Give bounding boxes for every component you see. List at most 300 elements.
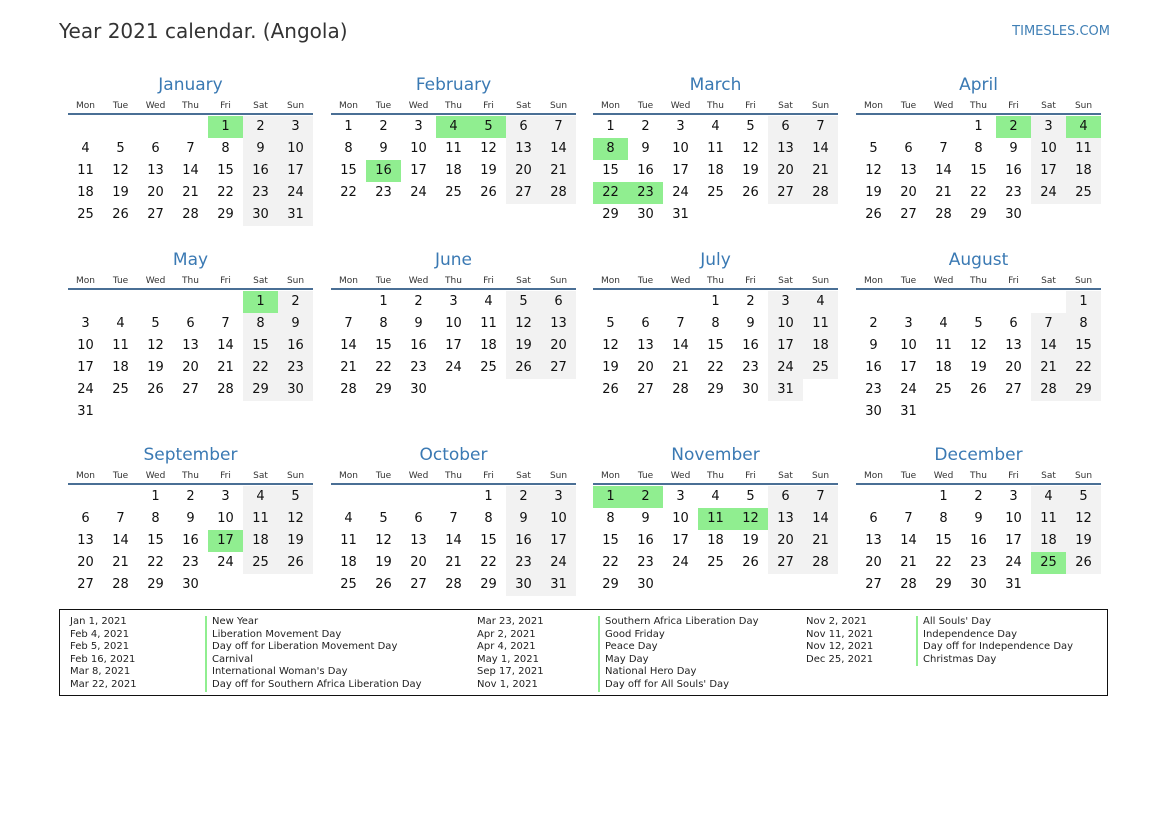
weekday-label: Tue	[637, 276, 654, 286]
weekday-label: Sat	[253, 276, 268, 286]
day-cell: 18	[340, 555, 357, 570]
empty-cell	[103, 486, 138, 508]
day-grid	[856, 486, 1101, 596]
day-cell: 22	[1066, 357, 1101, 379]
month-january	[68, 74, 313, 226]
weekday-label: Sat	[253, 101, 268, 111]
day-cell: 18	[445, 163, 462, 178]
day-cell: 7	[344, 316, 353, 331]
weekday-label: Tue	[637, 471, 654, 481]
day-cell: 27	[900, 207, 917, 222]
day-cell: 20	[768, 160, 803, 182]
day-cell: 13	[768, 138, 803, 160]
day-cell: 1	[1066, 291, 1101, 313]
day-cell: 17	[77, 360, 94, 375]
day-cell: 28	[672, 382, 689, 397]
day-cell: 9	[869, 338, 878, 353]
weekday-label: Thu	[707, 276, 724, 286]
day-cell: 5	[746, 489, 755, 504]
day-cell: 24	[217, 555, 234, 570]
weekday-label: Fri	[745, 276, 756, 286]
day-cell: 16	[637, 163, 654, 178]
month-name: January	[158, 75, 223, 95]
day-cell: 13	[637, 338, 654, 353]
day-grid	[856, 116, 1101, 226]
legend-holiday-name: Southern Africa Liberation Day	[598, 616, 759, 629]
empty-cell	[996, 401, 1031, 423]
empty-cell	[663, 291, 698, 313]
day-cell: 8	[711, 316, 720, 331]
day-cell: 17	[541, 530, 576, 552]
weekday-label: Mon	[864, 276, 883, 286]
day-cell: 10	[278, 138, 313, 160]
day-cell: 6	[186, 316, 195, 331]
day-cell: 24	[900, 382, 917, 397]
empty-cell	[628, 291, 663, 313]
empty-cell	[541, 379, 576, 401]
day-cell: 24	[1005, 555, 1022, 570]
legend-holiday-name: Day off for Liberation Movement Day	[205, 641, 422, 654]
weekday-label: Tue	[900, 101, 917, 111]
day-cell: 13	[900, 163, 917, 178]
day-cell: 5	[1066, 486, 1101, 508]
day-cell: 20	[541, 335, 576, 357]
month-february	[331, 74, 576, 204]
day-cell: 27	[147, 207, 164, 222]
day-cell: 20	[77, 555, 94, 570]
weekday-label: Fri	[745, 471, 756, 481]
month-name: October	[419, 445, 488, 465]
empty-cell	[471, 379, 506, 401]
empty-cell	[278, 401, 313, 423]
day-cell: 1	[711, 294, 720, 309]
day-cell: 30	[865, 404, 882, 419]
legend-holiday-name: Liberation Movement Day	[205, 629, 422, 642]
day-cell: 22	[970, 185, 987, 200]
day-cell: 22	[593, 182, 628, 204]
day-cell: 16	[865, 360, 882, 375]
day-cell: 21	[340, 360, 357, 375]
weekday-label: Sun	[286, 101, 305, 111]
empty-cell	[68, 116, 103, 138]
day-cell: 20	[147, 185, 164, 200]
month-name: December	[934, 445, 1023, 465]
day-cell: 27	[637, 382, 654, 397]
day-cell: 17	[445, 338, 462, 353]
day-cell: 18	[480, 338, 497, 353]
day-cell: 6	[151, 141, 160, 156]
day-cell: 1	[484, 489, 493, 504]
day-cell: 10	[410, 141, 427, 156]
legend-names-column	[205, 616, 422, 692]
empty-cell	[331, 486, 366, 508]
weekday-label: Sun	[549, 101, 568, 111]
day-cell: 8	[221, 141, 230, 156]
legend-holiday-name: Carnival	[205, 654, 422, 667]
legend-date: May 1, 2021	[477, 653, 540, 665]
empty-cell	[768, 204, 803, 226]
weekday-label: Fri	[483, 101, 494, 111]
month-divider	[68, 483, 313, 485]
day-cell: 17	[672, 163, 689, 178]
weekday-label: Thu	[445, 471, 462, 481]
day-cell: 16	[1005, 163, 1022, 178]
day-cell: 16	[366, 160, 401, 182]
day-cell: 29	[217, 207, 234, 222]
day-grid	[331, 486, 576, 596]
weekday-label: Thu	[707, 101, 724, 111]
day-cell: 15	[602, 533, 619, 548]
empty-cell	[366, 486, 401, 508]
weekday-label: Tue	[112, 101, 129, 111]
day-cell: 13	[77, 533, 94, 548]
day-cell: 16	[506, 530, 541, 552]
weekday-label: Mon	[76, 276, 95, 286]
day-cell: 19	[865, 185, 882, 200]
day-cell: 17	[278, 160, 313, 182]
day-cell: 28	[217, 382, 234, 397]
legend-date: Mar 23, 2021	[477, 616, 544, 627]
weekday-header	[331, 274, 576, 288]
legend-holiday-name: International Woman's Day	[205, 666, 422, 679]
day-cell: 3	[81, 316, 90, 331]
day-cell: 4	[116, 316, 125, 331]
empty-cell	[663, 574, 698, 596]
day-cell: 3	[768, 291, 803, 313]
day-cell: 6	[904, 141, 913, 156]
day-cell: 8	[484, 511, 493, 526]
day-cell: 16	[970, 533, 987, 548]
day-cell: 15	[375, 338, 392, 353]
weekday-label: Mon	[601, 276, 620, 286]
legend-date: Mar 22, 2021	[70, 678, 137, 690]
day-cell: 6	[1009, 316, 1018, 331]
day-cell: 1	[344, 119, 353, 134]
day-cell: 8	[593, 138, 628, 160]
day-cell: 5	[869, 141, 878, 156]
month-november	[593, 444, 838, 596]
day-cell: 26	[112, 207, 129, 222]
day-cell: 18	[1066, 160, 1101, 182]
day-cell: 28	[935, 207, 952, 222]
day-cell: 31	[1005, 577, 1022, 592]
legend-date: Apr 4, 2021	[477, 641, 536, 653]
day-cell: 9	[1009, 141, 1018, 156]
day-grid	[68, 291, 313, 423]
day-cell: 4	[243, 486, 278, 508]
day-cell: 2	[628, 486, 663, 508]
legend-dates-column	[70, 616, 137, 692]
weekday-label: Tue	[900, 276, 917, 286]
legend-dates-column	[477, 616, 544, 692]
day-cell: 7	[904, 511, 913, 526]
empty-cell	[768, 574, 803, 596]
day-cell: 21	[935, 185, 952, 200]
day-cell: 14	[900, 533, 917, 548]
day-cell: 11	[77, 163, 94, 178]
day-cell: 4	[344, 511, 353, 526]
day-cell: 28	[803, 182, 838, 204]
weekday-header	[331, 99, 576, 113]
legend-date: Feb 5, 2021	[70, 641, 130, 653]
day-cell: 10	[672, 141, 689, 156]
empty-cell	[1066, 401, 1101, 423]
empty-cell	[891, 116, 926, 138]
day-cell: 29	[935, 577, 952, 592]
empty-cell	[961, 291, 996, 313]
weekday-label: Sun	[811, 471, 830, 481]
weekday-header	[68, 469, 313, 483]
day-cell: 11	[243, 508, 278, 530]
day-cell: 2	[414, 294, 423, 309]
month-name: August	[948, 250, 1009, 270]
empty-cell	[208, 291, 243, 313]
day-cell: 7	[1031, 313, 1066, 335]
day-cell: 12	[375, 533, 392, 548]
day-cell: 1	[606, 119, 615, 134]
legend-holiday-name: May Day	[598, 654, 759, 667]
empty-cell	[1031, 574, 1066, 596]
month-name: May	[172, 250, 209, 270]
month-december	[856, 444, 1101, 596]
day-cell: 12	[602, 338, 619, 353]
day-cell: 14	[935, 163, 952, 178]
weekday-label: Mon	[864, 101, 883, 111]
day-cell: 29	[707, 382, 724, 397]
day-cell: 4	[1031, 486, 1066, 508]
empty-cell	[173, 401, 208, 423]
day-cell: 8	[243, 313, 278, 335]
empty-cell	[698, 204, 733, 226]
legend-dates-column	[806, 616, 873, 666]
day-cell: 31	[672, 207, 689, 222]
day-cell: 10	[1031, 138, 1066, 160]
day-cell: 10	[1005, 511, 1022, 526]
weekday-label: Sat	[1041, 276, 1056, 286]
day-grid	[593, 116, 838, 226]
legend-holiday-name: All Souls' Day	[916, 616, 1073, 629]
day-cell: 1	[208, 116, 243, 138]
day-cell: 9	[379, 141, 388, 156]
day-cell: 18	[707, 163, 724, 178]
site-link[interactable]: TIMESLES.COM	[1012, 24, 1110, 39]
day-cell: 5	[746, 119, 755, 134]
legend-names-column	[598, 616, 759, 692]
day-cell: 11	[707, 141, 724, 156]
day-cell: 23	[1005, 185, 1022, 200]
weekday-label: Wed	[408, 471, 429, 481]
weekday-label: Fri	[220, 276, 231, 286]
day-cell: 15	[970, 163, 987, 178]
day-cell: 23	[637, 555, 654, 570]
weekday-label: Fri	[220, 101, 231, 111]
day-cell: 22	[935, 555, 952, 570]
weekday-label: Wed	[933, 101, 954, 111]
day-cell: 27	[77, 577, 94, 592]
day-cell: 19	[480, 163, 497, 178]
day-cell: 9	[641, 141, 650, 156]
weekday-label: Sat	[516, 101, 531, 111]
weekday-label: Fri	[483, 276, 494, 286]
day-grid	[68, 486, 313, 596]
weekday-label: Fri	[1008, 101, 1019, 111]
day-cell: 13	[147, 163, 164, 178]
day-cell: 3	[1009, 489, 1018, 504]
day-cell: 2	[278, 291, 313, 313]
day-grid	[856, 291, 1101, 423]
weekday-label: Sun	[549, 276, 568, 286]
day-cell: 17	[1031, 160, 1066, 182]
legend-date: Nov 1, 2021	[477, 678, 538, 690]
day-cell: 4	[1066, 116, 1101, 138]
day-cell: 28	[182, 207, 199, 222]
day-cell: 5	[471, 116, 506, 138]
day-cell: 13	[541, 313, 576, 335]
weekday-label: Wed	[670, 471, 691, 481]
day-cell: 29	[970, 207, 987, 222]
day-cell: 3	[904, 316, 913, 331]
legend-holiday-name: Day off for Independence Day	[916, 641, 1073, 654]
day-cell: 29	[375, 382, 392, 397]
day-cell: 4	[81, 141, 90, 156]
day-cell: 10	[77, 338, 94, 353]
day-cell: 20	[900, 185, 917, 200]
weekday-label: Sun	[286, 276, 305, 286]
day-cell: 26	[970, 382, 987, 397]
day-cell: 26	[506, 357, 541, 379]
day-cell: 20	[637, 360, 654, 375]
weekday-label: Thu	[182, 276, 199, 286]
day-cell: 14	[541, 138, 576, 160]
legend-date: Mar 8, 2021	[70, 666, 131, 678]
day-cell: 26	[865, 207, 882, 222]
day-cell: 21	[182, 185, 199, 200]
day-cell: 14	[340, 338, 357, 353]
day-cell: 18	[112, 360, 129, 375]
day-cell: 22	[217, 185, 234, 200]
day-cell: 6	[768, 486, 803, 508]
empty-cell	[803, 204, 838, 226]
day-cell: 7	[803, 116, 838, 138]
day-cell: 13	[1005, 338, 1022, 353]
month-divider	[331, 288, 576, 290]
weekday-label: Wed	[670, 276, 691, 286]
day-cell: 2	[243, 116, 278, 138]
weekday-label: Mon	[339, 276, 358, 286]
day-cell: 25	[935, 382, 952, 397]
day-cell: 2	[186, 489, 195, 504]
day-cell: 29	[602, 577, 619, 592]
day-cell: 19	[742, 163, 759, 178]
day-cell: 17	[410, 163, 427, 178]
day-cell: 25	[480, 360, 497, 375]
empty-cell	[138, 291, 173, 313]
day-cell: 27	[182, 382, 199, 397]
day-cell: 11	[480, 316, 497, 331]
weekday-label: Tue	[112, 471, 129, 481]
weekday-label: Thu	[970, 471, 987, 481]
empty-cell	[1066, 574, 1101, 596]
weekday-label: Wed	[408, 276, 429, 286]
weekday-label: Sun	[811, 101, 830, 111]
day-cell: 31	[77, 404, 94, 419]
day-cell: 30	[742, 382, 759, 397]
day-cell: 20	[506, 160, 541, 182]
day-cell: 24	[278, 182, 313, 204]
day-cell: 11	[445, 141, 462, 156]
day-cell: 5	[151, 316, 160, 331]
day-cell: 27	[768, 552, 803, 574]
empty-cell	[733, 574, 768, 596]
day-cell: 25	[707, 185, 724, 200]
month-divider	[331, 113, 576, 115]
weekday-label: Tue	[637, 101, 654, 111]
day-cell: 18	[77, 185, 94, 200]
empty-cell	[926, 291, 961, 313]
day-cell: 16	[182, 533, 199, 548]
day-cell: 8	[379, 316, 388, 331]
day-cell: 7	[221, 316, 230, 331]
day-cell: 9	[746, 316, 755, 331]
day-cell: 7	[116, 511, 125, 526]
day-cell: 22	[480, 555, 497, 570]
weekday-label: Sat	[1041, 101, 1056, 111]
day-cell: 9	[974, 511, 983, 526]
day-cell: 6	[506, 116, 541, 138]
day-cell: 3	[1031, 116, 1066, 138]
legend-holiday-name: Peace Day	[598, 641, 759, 654]
day-cell: 12	[278, 508, 313, 530]
empty-cell	[138, 401, 173, 423]
day-grid	[593, 291, 838, 401]
day-cell: 22	[707, 360, 724, 375]
day-cell: 10	[541, 508, 576, 530]
day-cell: 25	[1031, 552, 1066, 574]
day-cell: 30	[506, 574, 541, 596]
legend-date: Apr 2, 2021	[477, 628, 536, 640]
legend-date: Sep 17, 2021	[477, 666, 544, 678]
legend-holiday-name: Christmas Day	[916, 654, 1073, 667]
empty-cell	[208, 574, 243, 596]
day-cell: 23	[243, 182, 278, 204]
weekday-label: Fri	[1008, 471, 1019, 481]
day-cell: 25	[340, 577, 357, 592]
day-cell: 12	[147, 338, 164, 353]
day-cell: 14	[445, 533, 462, 548]
empty-cell	[698, 574, 733, 596]
day-cell: 2	[869, 316, 878, 331]
day-cell: 22	[375, 360, 392, 375]
empty-cell	[1031, 401, 1066, 423]
empty-cell	[436, 379, 471, 401]
day-cell: 4	[939, 316, 948, 331]
month-may	[68, 249, 313, 423]
day-cell: 13	[865, 533, 882, 548]
day-cell: 30	[970, 577, 987, 592]
weekday-header	[856, 274, 1101, 288]
day-cell: 16	[637, 533, 654, 548]
day-cell: 9	[414, 316, 423, 331]
empty-cell	[436, 486, 471, 508]
day-cell: 21	[541, 160, 576, 182]
month-july	[593, 249, 838, 401]
legend-date: Feb 4, 2021	[70, 628, 130, 640]
day-cell: 13	[410, 533, 427, 548]
day-cell: 9	[506, 508, 541, 530]
legend-holiday-name: Good Friday	[598, 629, 759, 642]
month-divider	[68, 288, 313, 290]
day-cell: 30	[410, 382, 427, 397]
